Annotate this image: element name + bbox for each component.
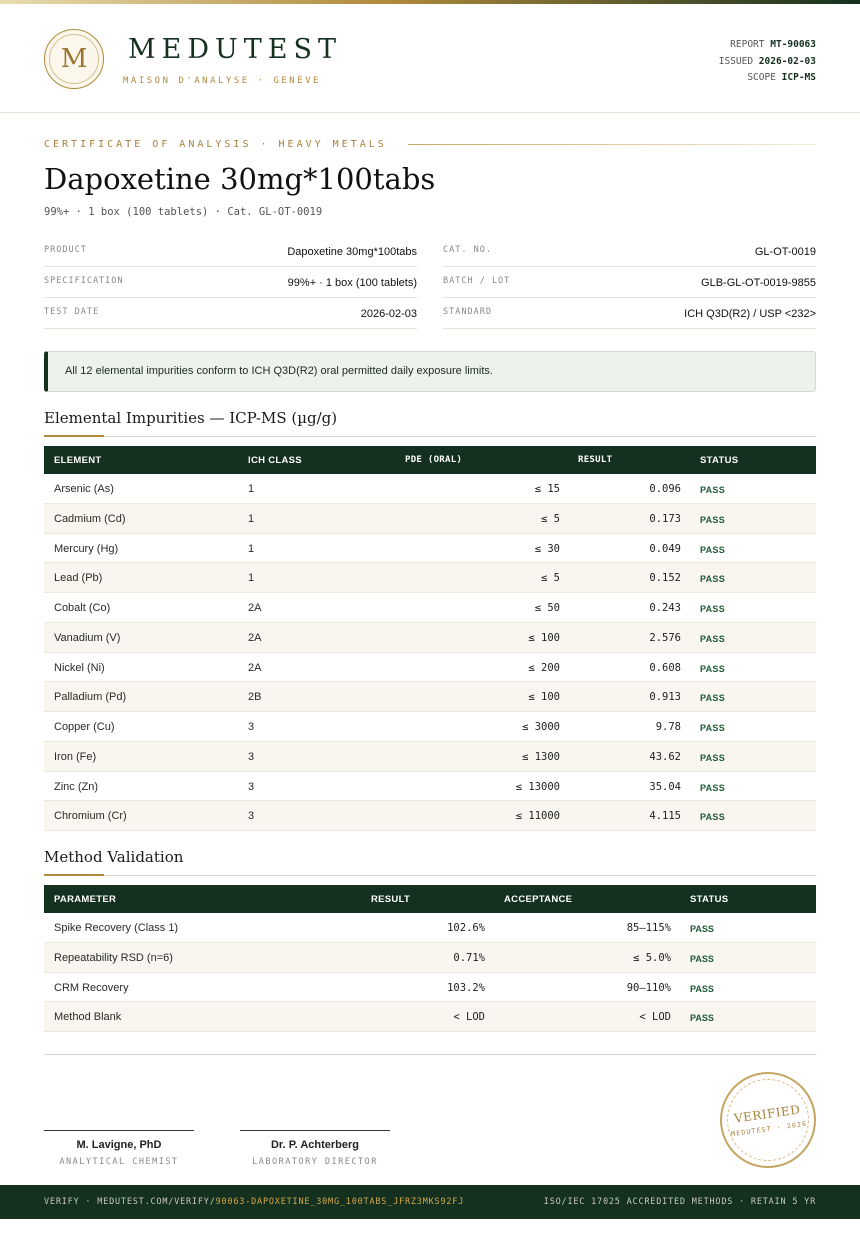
info-value: 2026-02-03: [360, 308, 417, 320]
result-value: 0.608: [649, 661, 681, 674]
element-name: Arsenic (As): [54, 483, 114, 495]
ich-class: 3: [248, 810, 255, 823]
result-value: < LOD: [453, 1011, 485, 1024]
info-row-batch-lot: [443, 268, 816, 298]
table-row: [44, 474, 816, 504]
impurities-heading-accent: [44, 435, 104, 437]
element-name: Cadmium (Cd): [54, 512, 126, 525]
col-status: STATUS: [700, 455, 739, 466]
status-badge: PASS: [700, 723, 726, 733]
signature-analyst: [44, 1130, 194, 1167]
table-row: [44, 712, 816, 742]
info-label: SPECIFICATION: [44, 276, 124, 286]
table-row: [44, 1002, 816, 1032]
verify-link[interactable]: 90063-DAPOXETINE_30MG_100TABS_JFRZ3MKS92FJ: [215, 1197, 465, 1207]
ich-class: 3: [248, 780, 255, 793]
impurities-heading: Elemental Impurities — ICP-MS (µg/g): [44, 409, 338, 427]
pde-limit: ≤ 100: [528, 631, 560, 644]
info-row-standard: [443, 299, 816, 329]
verify-prefix: VERIFY · MEDUTEST.COM/VERIFY/: [44, 1197, 216, 1207]
info-value: 99%+ · 1 box (100 tablets): [287, 277, 417, 289]
status-badge: PASS: [700, 514, 726, 525]
signatory-role: ANALYTICAL CHEMIST: [59, 1157, 179, 1167]
validation-heading: Method Validation: [44, 848, 184, 866]
col-result: RESULT: [578, 455, 613, 465]
result-value: 9.78: [655, 721, 681, 733]
info-label: CAT. NO.: [443, 245, 492, 255]
pde-limit: ≤ 15: [534, 483, 560, 495]
impurities-table: [44, 446, 816, 831]
table-row: [44, 653, 816, 683]
status-badge: PASS: [700, 574, 726, 585]
element-name: Nickel (Ni): [54, 661, 105, 674]
pde-limit: ≤ 5: [541, 572, 560, 585]
element-name: Iron (Fe): [54, 750, 97, 763]
issued-label: ISSUED: [718, 55, 754, 67]
document-subtitle: 99%+ · 1 box (100 tablets) · Cat. GL-OT-0019: [44, 206, 323, 218]
table-row: [44, 504, 816, 534]
table-row: [44, 742, 816, 772]
pde-limit: ≤ 50: [534, 602, 560, 614]
logo-letter: M: [49, 34, 99, 84]
verify-text: [44, 1197, 464, 1207]
ich-class: 3: [248, 750, 255, 763]
result-value: 43.62: [649, 750, 681, 763]
result-value: 2.576: [649, 631, 681, 644]
table-row: [44, 593, 816, 623]
info-row-product: [44, 237, 417, 267]
status-badge: PASS: [690, 953, 714, 964]
validation-table-body: [44, 913, 816, 1032]
brand-logo: [44, 29, 104, 89]
parameter-name: CRM Recovery: [54, 981, 129, 994]
info-label: STANDARD: [443, 307, 492, 317]
status-badge: PASS: [700, 752, 726, 763]
result-value: 0.152: [649, 572, 681, 585]
table-row: [44, 913, 816, 943]
col-parameter: PARAMETER: [54, 894, 117, 905]
result-value: 4.115: [649, 810, 681, 823]
pde-limit: ≤ 1300: [522, 750, 560, 763]
element-name: Mercury (Hg): [54, 542, 119, 555]
element-name: Cobalt (Co): [54, 602, 111, 614]
document-kicker: CERTIFICATE OF ANALYSIS · HEAVY METALS: [44, 139, 387, 150]
stamp-subtitle: MEDUTEST · 2026: [730, 1119, 808, 1139]
conformance-alert: [44, 351, 816, 392]
verified-stamp: [714, 1066, 822, 1174]
info-label: PRODUCT: [44, 245, 87, 255]
signatory-role: LABORATORY DIRECTOR: [252, 1157, 378, 1167]
col-ich-class: ICH CLASS: [248, 455, 302, 466]
table-row: [44, 563, 816, 593]
kicker-rule: [408, 144, 816, 145]
table-row: [44, 534, 816, 564]
ich-class: 2A: [248, 661, 262, 674]
impurities-table-body: [44, 474, 816, 831]
result-value: 103.2%: [447, 981, 485, 994]
col-element: ELEMENT: [54, 455, 102, 466]
validation-table-header: [44, 885, 816, 913]
result-value: 35.04: [649, 780, 681, 793]
impurities-heading-rule: [44, 436, 816, 437]
signatory-name: M. Lavigne, PhD: [76, 1139, 162, 1151]
top-accent-bar: [0, 0, 860, 4]
parameter-name: Method Blank: [54, 1011, 122, 1024]
scope-label: SCOPE: [747, 72, 776, 83]
acceptance-range: ≤ 5.0%: [633, 951, 671, 964]
col-acceptance: ACCEPTANCE: [504, 894, 573, 905]
issued-date: 2026-02-03: [758, 55, 816, 67]
accreditation-text: ISO/IEC 17025 ACCREDITED METHODS · RETAIN 5 YR: [543, 1197, 816, 1207]
status-badge: PASS: [700, 485, 726, 495]
col-pde: PDE (ORAL): [405, 455, 463, 465]
col-status: STATUS: [690, 894, 729, 905]
validation-heading-accent: [44, 874, 104, 876]
col-result: RESULT: [371, 894, 411, 905]
pde-limit: ≤ 5: [541, 512, 560, 525]
validation-table: [44, 885, 816, 1032]
report-number: MT-90063: [770, 39, 816, 50]
header-divider: [0, 112, 860, 113]
result-value: 0.913: [649, 691, 681, 704]
element-name: Palladium (Pd): [54, 691, 127, 704]
ich-class: 3: [248, 721, 255, 733]
info-row-specification: [44, 268, 417, 298]
table-row: [44, 801, 816, 831]
result-value: 0.096: [649, 483, 681, 495]
info-row-test-date: [44, 299, 417, 329]
result-value: 102.6%: [447, 922, 485, 934]
report-label: REPORT: [730, 39, 765, 50]
parameter-name: Spike Recovery (Class 1): [54, 922, 179, 934]
pde-limit: ≤ 200: [528, 661, 560, 674]
ich-class: 1: [248, 483, 255, 495]
status-badge: PASS: [700, 663, 726, 674]
result-value: 0.243: [649, 602, 681, 614]
result-value: 0.049: [649, 542, 681, 555]
table-row: [44, 623, 816, 653]
element-name: Zinc (Zn): [54, 780, 98, 793]
info-value: GL-OT-0019: [754, 246, 816, 258]
status-badge: PASS: [690, 924, 714, 934]
info-label: TEST DATE: [44, 307, 100, 317]
table-row: [44, 973, 816, 1003]
info-label: BATCH / LOT: [443, 276, 511, 286]
alert-text: All 12 elemental impurities conform to ICH Q3D(R2) oral permitted daily exposure limits.: [65, 365, 493, 377]
ich-class: 1: [248, 572, 255, 585]
table-row: [44, 682, 816, 712]
element-name: Chromium (Cr): [54, 810, 127, 823]
signature-divider: [44, 1054, 816, 1055]
validation-heading-rule: [44, 875, 816, 876]
status-badge: PASS: [700, 633, 726, 644]
pde-limit: ≤ 11000: [515, 810, 560, 823]
parameter-name: Repeatability RSD (n=6): [54, 951, 173, 964]
pde-limit: ≤ 3000: [522, 721, 560, 733]
ich-class: 1: [248, 512, 255, 525]
ich-class: 2A: [248, 631, 262, 644]
signature-director: [240, 1130, 390, 1167]
status-badge: PASS: [700, 544, 726, 555]
element-name: Vanadium (V): [54, 631, 121, 644]
result-value: 0.173: [649, 512, 681, 525]
brand-name: MEDUTEST: [128, 34, 342, 65]
pde-limit: ≤ 30: [534, 542, 560, 555]
brand-tagline: MAISON D'ANALYSE · GENÈVE: [123, 76, 321, 86]
acceptance-range: < LOD: [639, 1011, 671, 1024]
table-row: [44, 943, 816, 973]
result-value: 0.71%: [453, 951, 485, 964]
element-name: Copper (Cu): [54, 721, 115, 733]
document-title: Dapoxetine 30mg*100tabs: [44, 162, 436, 196]
info-value: GLB-GL-OT-0019-9855: [701, 277, 816, 289]
impurities-table-header: [44, 446, 816, 474]
stamp-title: VERIFIED: [733, 1102, 802, 1126]
scope-value: ICP-MS: [781, 72, 816, 83]
acceptance-range: 85–115%: [626, 922, 671, 934]
status-badge: PASS: [690, 983, 714, 994]
status-badge: PASS: [700, 782, 726, 793]
info-row-cat-no: [443, 237, 816, 267]
info-value: Dapoxetine 30mg*100tabs: [287, 246, 417, 258]
ich-class: 1: [248, 542, 255, 555]
status-badge: PASS: [700, 812, 726, 823]
ich-class: 2B: [248, 691, 262, 704]
status-badge: PASS: [700, 693, 726, 704]
report-meta: [719, 37, 816, 87]
status-badge: PASS: [690, 1013, 714, 1024]
pde-limit: ≤ 100: [528, 691, 560, 704]
footer-bar: [0, 1185, 860, 1219]
signatory-name: Dr. P. Achterberg: [270, 1139, 360, 1151]
ich-class: 2A: [248, 602, 262, 614]
element-name: Lead (Pb): [54, 572, 103, 585]
acceptance-range: 90–110%: [626, 981, 671, 994]
info-value: ICH Q3D(R2) / USP <232>: [684, 308, 816, 320]
status-badge: PASS: [700, 604, 726, 614]
pde-limit: ≤ 13000: [515, 780, 560, 793]
table-row: [44, 772, 816, 802]
